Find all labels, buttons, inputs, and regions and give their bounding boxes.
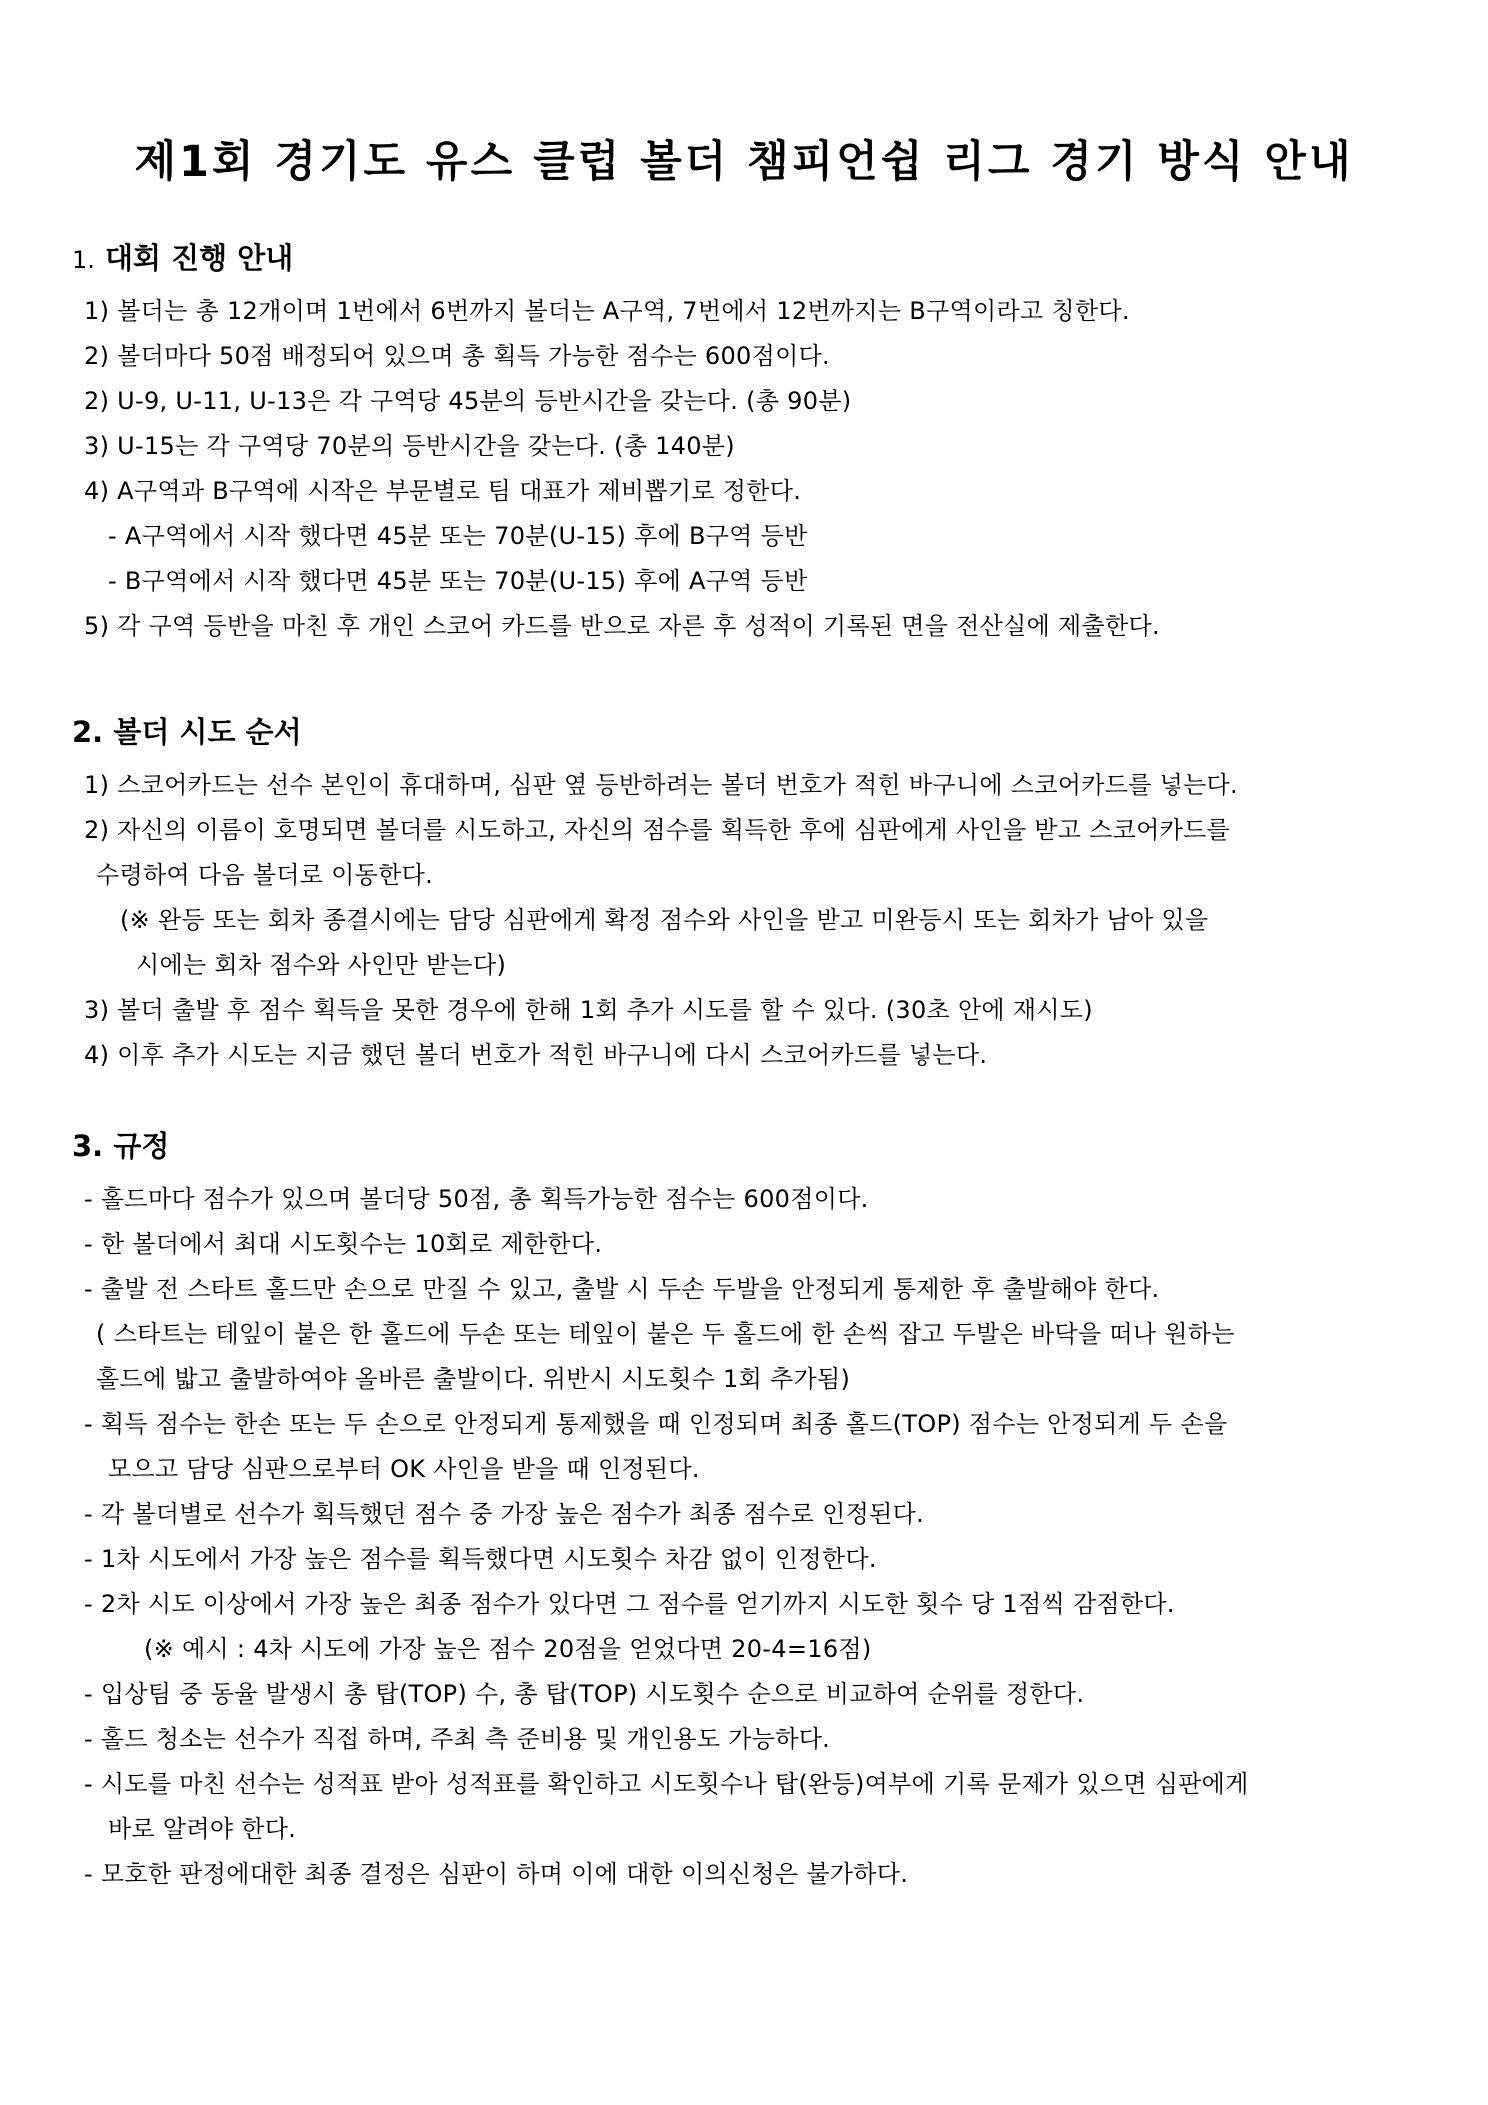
section-2-line-7: 4) 이후 추가 시도는 지금 했던 볼더 번호가 적힌 바구니에 다시 스코어카드를 넣는다. xyxy=(84,1041,988,1069)
section-1-line-2: 2) 볼더마다 50점 배정되어 있으며 총 획득 가능한 점수는 600점이다. xyxy=(84,342,830,370)
section-2-line-5: 시에는 회차 점수와 사인만 받는다) xyxy=(136,951,507,979)
section-2-line-4: (※ 완등 또는 회차 종결시에는 담당 심판에게 확정 점수와 사인을 받고 미완등시 또는 회차가 남아 있을 xyxy=(120,906,1209,934)
section-heading-1 xyxy=(72,238,293,280)
section-2-line-3: 수령하여 다음 볼더로 이동한다. xyxy=(96,861,434,889)
section-1-line-3: 2) U-9, U-11, U-13은 각 구역당 45분의 등반시간을 갖는다. (총 90분) xyxy=(84,387,852,415)
section-3-line-15: 바로 알려야 한다. xyxy=(108,1815,297,1843)
section-1-line-8: 5) 각 구역 등반을 마친 후 개인 스코어 카드를 반으로 자른 후 성적이 기록된 면을 전산실에 제출한다. xyxy=(84,612,1160,640)
section-3-line-13: - 홀드 청소는 선수가 직접 하며, 주최 측 준비용 및 개인용도 가능하다. xyxy=(84,1725,831,1753)
page-title: 제1회 경기도 유스 클럽 볼더 챔피언쉽 리그 경기 방식 안내 xyxy=(134,137,1354,187)
section-title-2: 볼더 시도 순서 xyxy=(113,715,302,749)
section-3-line-8: - 각 볼더별로 선수가 획득했던 점수 중 가장 높은 점수가 최종 점수로 인정된다. xyxy=(84,1500,925,1528)
section-number-3: 3. xyxy=(72,1129,104,1163)
section-1-line-7: - B구역에서 시작 했다면 45분 또는 70분(U-15) 후에 A구역 등반 xyxy=(108,567,808,595)
section-3-line-11: (※ 예시 : 4차 시도에 가장 높은 점수 20점을 얻었다면 20-4=16점) xyxy=(144,1635,872,1663)
section-number-2: 2. xyxy=(72,715,104,749)
section-3-line-14: - 시도를 마친 선수는 성적표 받아 성적표를 확인하고 시도횟수나 탑(완등)여부에 기록 문제가 있으면 심판에게 xyxy=(84,1770,1249,1798)
section-title-1: 대회 진행 안내 xyxy=(105,241,294,275)
section-1-line-6: - A구역에서 시작 했다면 45분 또는 70분(U-15) 후에 B구역 등반 xyxy=(108,522,808,550)
section-1-line-4: 3) U-15는 각 구역당 70분의 등반시간을 갖는다. (총 140분) xyxy=(84,432,735,460)
section-2-line-2: 2) 자신의 이름이 호명되면 볼더를 시도하고, 자신의 점수를 획득한 후에 심판에게 사인을 받고 스코어카드를 xyxy=(84,816,1231,844)
section-1-line-5: 4) A구역과 B구역에 시작은 부문별로 팀 대표가 제비뽑기로 정한다. xyxy=(84,477,802,505)
section-2-line-6: 3) 볼더 출발 후 점수 획득을 못한 경우에 한해 1회 추가 시도를 할 수 있다. (30초 안에 재시도) xyxy=(84,996,1093,1024)
section-2-line-1: 1) 스코어카드는 선수 본인이 휴대하며, 심판 옆 등반하려는 볼더 번호가 적힌 바구니에 스코어카드를 넣는다. xyxy=(84,771,1238,799)
section-3-line-4: ( 스타트는 테잎이 붙은 한 홀드에 두손 또는 테잎이 붙은 두 홀드에 한 손씩 잡고 두발은 바닥을 떠나 원하는 xyxy=(96,1320,1235,1348)
section-number-1: 1. xyxy=(72,246,95,274)
section-3-line-5: 홀드에 밟고 출발하여야 올바른 출발이다. 위반시 시도횟수 1회 추가됨) xyxy=(96,1365,851,1393)
section-3-line-6: - 획득 점수는 한손 또는 두 손으로 안정되게 통제했을 때 인정되며 최종 홀드(TOP) 점수는 안정되게 두 손을 xyxy=(84,1410,1228,1438)
section-3-line-10: - 2차 시도 이상에서 가장 높은 최종 점수가 있다면 그 점수를 얻기까지 시도한 횟수 당 1점씩 감점한다. xyxy=(84,1590,1175,1618)
section-heading-2 xyxy=(72,712,302,752)
section-heading-3 xyxy=(72,1126,169,1166)
section-3-line-2: - 한 볼더에서 최대 시도횟수는 10회로 제한한다. xyxy=(84,1230,603,1258)
section-3-line-1: - 홀드마다 점수가 있으며 볼더당 50점, 총 획득가능한 점수는 600점이다. xyxy=(84,1185,869,1213)
section-3-line-7: 모으고 담당 심판으로부터 OK 사인을 받을 때 인정된다. xyxy=(108,1455,700,1483)
section-1-line-1: 1) 볼더는 총 12개이며 1번에서 6번까지 볼더는 A구역, 7번에서 12번까지는 B구역이라고 칭한다. xyxy=(84,297,1130,325)
section-3-line-3: - 출발 전 스타트 홀드만 손으로 만질 수 있고, 출발 시 두손 두발을 안정되게 통제한 후 출발해야 한다. xyxy=(84,1275,1160,1303)
section-3-line-9: - 1차 시도에서 가장 높은 점수를 획득했다면 시도횟수 차감 없이 인정한다. xyxy=(84,1545,877,1573)
section-title-3: 규정 xyxy=(113,1129,170,1163)
section-3-line-12: - 입상팀 중 동율 발생시 총 탑(TOP) 수, 총 탑(TOP) 시도횟수 순으로 비교하여 순위를 정한다. xyxy=(84,1680,1085,1708)
section-3-line-16: - 모호한 판정에대한 최종 결정은 심판이 하며 이에 대한 이의신청은 불가하다. xyxy=(84,1860,909,1888)
